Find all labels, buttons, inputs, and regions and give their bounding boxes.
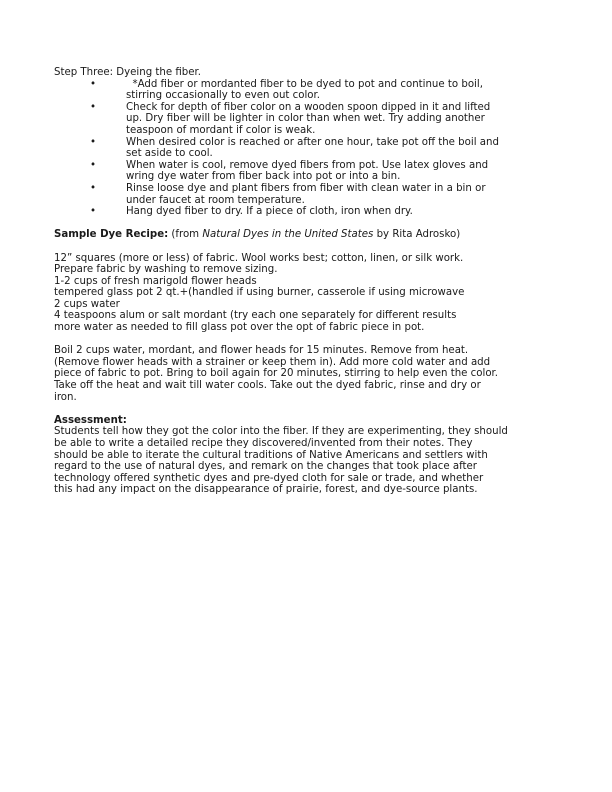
bullet-icon: • [90, 136, 97, 148]
recipe-materials [54, 253, 564, 334]
materials-line: 2 cups water [54, 298, 120, 310]
instructions-line: Boil 2 cups water, mordant, and flower heads for 15 minutes. Remove from heat. [54, 345, 469, 357]
materials-line: 1-2 cups of fresh marigold flower heads [54, 275, 257, 287]
assessment-line: be able to write a detailed recipe they discovered/invented from their notes. They [54, 438, 473, 449]
list-item [54, 183, 564, 206]
list-item [54, 206, 564, 218]
recipe-from-text: (from [168, 229, 203, 241]
recipe-author-text: by Rita Adrosko) [373, 229, 461, 241]
bullet-icon: • [90, 78, 97, 90]
assessment-heading: Assessment: [54, 414, 127, 426]
list-item-line: up. Dry fiber will be lighter in color than when wet. Try adding another [126, 113, 485, 125]
step-three-heading: Step Three: Dyeing the fiber. [54, 67, 202, 78]
assessment-line: regard to the use of natural dyes, and remark on the changes that took place after [54, 461, 477, 473]
assessment-line: technology offered synthetic dyes and pre-dyed cloth for sale or trade, and whether [54, 472, 484, 484]
list-item-line: Rinse loose dye and plant fibers from fiber with clean water in a bin or [126, 182, 486, 194]
instructions-line: Take off the heat and wait till water cools. Take out the dyed fabric, rinse and dry or [54, 380, 481, 392]
materials-line: Prepare fabric by washing to remove sizing. [54, 264, 278, 276]
materials-line: 12” squares (more or less) of fabric. Wool works best; cotton, linen, or silk work. [54, 252, 464, 264]
bullet-icon: • [90, 159, 97, 171]
instructions-line: iron. [54, 391, 77, 403]
bullet-icon: • [90, 101, 97, 113]
bullet-icon: • [90, 182, 97, 194]
assessment-line: this had any impact on the disappearance of prairie, forest, and dye-source plants. [54, 484, 478, 496]
list-item-line: stirring occasionally to even out color. [126, 90, 321, 102]
recipe-label: Sample Dye Recipe: [54, 229, 169, 241]
recipe-heading [54, 229, 564, 241]
recipe-book-title: Natural Dyes in the United States [202, 229, 374, 241]
list-item [54, 79, 564, 102]
document-page [54, 67, 564, 496]
assessment-line: should be able to iterate the cultural traditions of Native Americans and settlers with [54, 449, 488, 461]
instructions-line: (Remove flower heads with a strainer or keep them in). Add more cold water and add [54, 356, 491, 368]
materials-line: 4 teaspoons alum or salt mordant (try each one separately for different results [54, 310, 457, 322]
instructions-line: piece of fabric to pot. Bring to boil again for 20 minutes, stirring to help even the color. [54, 368, 499, 380]
materials-line: tempered glass pot 2 qt.+(handled if using burner, casserole if using microwave [54, 287, 465, 299]
list-item [54, 137, 564, 160]
list-item [54, 160, 564, 183]
step-three-list [54, 79, 564, 218]
assessment-line: Students tell how they got the color into the fiber. If they are experimenting, they should [54, 426, 508, 438]
list-item-line: under faucet at room temperature. [126, 194, 305, 206]
assessment-body [54, 426, 564, 496]
bullet-icon: • [90, 206, 97, 218]
list-item-line: teaspoon of mordant if color is weak. [126, 124, 316, 136]
list-item-line: Check for depth of fiber color on a wooden spoon dipped in it and lifted [126, 101, 491, 113]
list-item-line: When water is cool, remove dyed fibers from pot. Use latex gloves and [126, 159, 489, 171]
list-item-line: set aside to cool. [126, 148, 213, 160]
list-item-line: When desired color is reached or after one hour, take pot off the boil and [126, 136, 499, 148]
list-item [54, 102, 564, 137]
recipe-instructions [54, 345, 564, 403]
list-item-line: *Add fiber or mordanted fiber to be dyed to pot and continue to boil, [126, 78, 483, 90]
list-item-line: wring dye water from fiber back into pot or into a bin. [126, 171, 401, 183]
list-item-line: Hang dyed fiber to dry. If a piece of cloth, iron when dry. [126, 206, 413, 218]
materials-line: more water as needed to fill glass pot over the opt of fabric piece in pot. [54, 322, 425, 334]
